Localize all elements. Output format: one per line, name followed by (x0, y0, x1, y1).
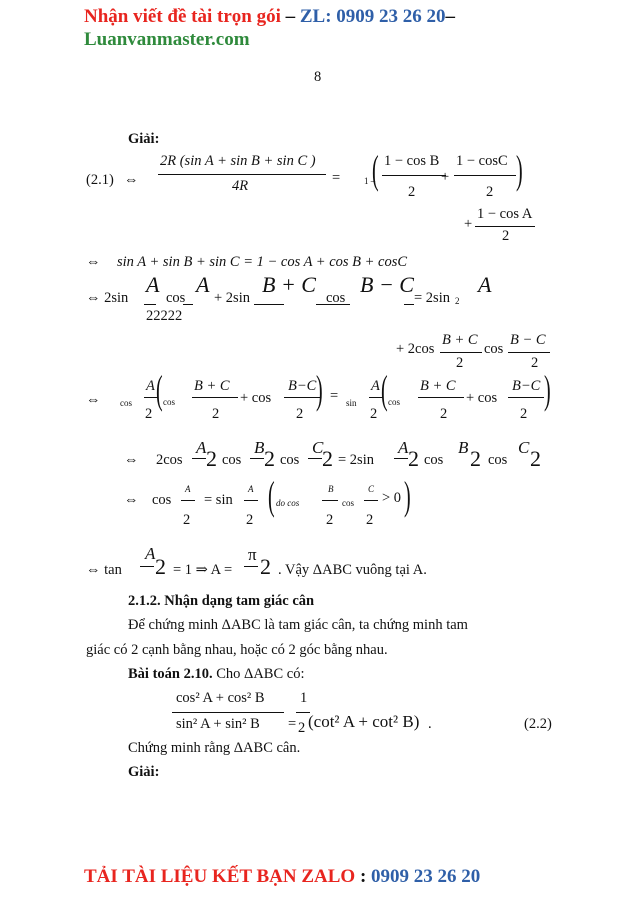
eq5-BC-den: 2 (212, 406, 220, 422)
eq5-r-A: A (371, 378, 380, 394)
eq5-BmC-num: B−C (288, 378, 317, 394)
eq9-numerator: cos² A + cos² B (176, 690, 265, 706)
eq6-r2c: 2 (530, 446, 541, 471)
eq6-2c: 2 (322, 446, 333, 471)
eq5-sin-small: sin (346, 398, 357, 408)
eq4-num1: B + C (442, 332, 478, 348)
eq1-denominator: 4R (232, 178, 249, 194)
eq5-r-BC-den: 2 (440, 406, 448, 422)
eq9-equals: = (288, 716, 297, 732)
eq1-term2-den: 2 (486, 184, 494, 200)
eq6-bar-b (250, 458, 264, 459)
eq4-den2: 2 (531, 355, 539, 371)
eq3-BC: B + C (262, 272, 316, 297)
eq5-r-A-den: 2 (370, 406, 378, 422)
header-service-text: Nhận viết đề tài trọn gói (84, 6, 281, 27)
eq1-one-minus: 1 – (364, 176, 376, 186)
eq5-left-paren: ( (156, 367, 163, 412)
eq3-A1: A (146, 272, 160, 297)
eq4-plus2cos: + 2cos (396, 341, 435, 357)
problem-label: Bài toán 2.10. (128, 666, 213, 682)
eq1-numerator: 2R (sin A + sin B + sin C ) (160, 153, 316, 169)
eq5-BmC-bar (284, 397, 320, 398)
eq1-left-paren: ( (372, 147, 379, 192)
eq5-r-BC-num: B + C (420, 378, 456, 394)
eq2-equiv: ⇔ (86, 254, 101, 270)
solution-label-2: Giải: (128, 764, 160, 780)
eq1-cont-num: 1 − cos A (477, 206, 533, 222)
eq6-rcos2: cos (488, 452, 508, 468)
eq7-docos: do cos (276, 498, 300, 508)
eq7-cos-small: cos (342, 498, 354, 508)
eq5-r-BmC-bar (508, 397, 544, 398)
eq6-cos2: cos (280, 452, 300, 468)
eq7-B: B (328, 484, 334, 494)
eq3-denoms: 22222 (146, 308, 183, 324)
eq6-bar-ra (394, 458, 408, 459)
problem-statement (128, 666, 305, 683)
eq6-rA: A (398, 438, 409, 457)
eq1-term2-num: 1 − cosC (456, 153, 508, 169)
eq7-equiv: ⇔ (124, 492, 139, 508)
paragraph-line-2: giác có 2 cạnh bằng nhau, hoặc có 2 góc bằng nhau. (86, 642, 388, 658)
eq9-dot: . (428, 716, 432, 732)
eq3-sup2: 2 (455, 296, 460, 306)
eq7-gt0: > 0 (382, 490, 402, 506)
equation-label-2-1: (2.1) (86, 172, 114, 188)
eq3-A3: A (478, 272, 492, 297)
eq7-C-den: 2 (366, 512, 374, 528)
eq3-bar2 (183, 304, 193, 305)
header-line-1 (84, 6, 455, 28)
eq3-BmC: B − C (360, 272, 414, 297)
eq8-tail: . Vậy ΔABC vuông tại A. (278, 562, 427, 578)
eq6-rB: B (458, 438, 469, 457)
eq7-rA: A (248, 484, 254, 494)
solution-label: Giải: (128, 131, 160, 147)
prove-statement: Chứng minh rằng ΔABC cân. (128, 740, 301, 756)
eq9-denominator: sin² A + sin² B (176, 716, 260, 732)
eq5-r-right-paren: ) (544, 367, 551, 412)
eq3-bar1 (144, 304, 156, 305)
eq7-A-bar (181, 500, 195, 501)
eq7-right-paren: ) (404, 473, 411, 518)
eq7-cos: cos (152, 492, 172, 508)
eq8-A: A (145, 544, 156, 563)
eq1-right-paren: ) (516, 147, 523, 192)
eq5-r-pluscos: + cos (466, 390, 498, 406)
header-dash: – (280, 6, 300, 27)
eq1-fraction-bar (158, 174, 326, 175)
eq5-r-left-paren: ( (381, 367, 388, 412)
eq9-one: 1 (300, 690, 308, 706)
eq7-A-den: 2 (183, 512, 191, 528)
eq1-cont-plus: + (464, 216, 473, 232)
eq8-bar2 (244, 566, 258, 567)
eq3-left: ⇔ 2sin (86, 290, 129, 306)
eq7-C-bar (364, 500, 378, 501)
problem-text: Cho ΔABC có: (212, 666, 305, 682)
eq5-right-paren: ) (316, 367, 323, 412)
footer-separator: : (355, 866, 372, 887)
eq3-A2: A (196, 272, 210, 297)
eq1-plus: + (441, 169, 450, 185)
eq7-rA-bar (244, 500, 258, 501)
eq6-r2b: 2 (470, 446, 481, 471)
eq7-A: A (185, 484, 191, 494)
eq4-num2: B − C (510, 332, 546, 348)
eq5-A: A (146, 378, 155, 394)
eq3-cos: cos (166, 290, 186, 306)
eq5-BmC-den: 2 (296, 406, 304, 422)
eq8-2: 2 (155, 554, 166, 579)
eq6-eq2sin: = 2sin (338, 452, 374, 468)
eq6-C: C (312, 438, 324, 457)
eq6-2cos: 2cos (156, 452, 183, 468)
eq6-equiv: ⇔ (124, 452, 139, 468)
eq3-plus2sin: + 2sin (214, 290, 250, 306)
eq7-eqsin: = sin (204, 492, 233, 508)
eq8-mid: = 1 ⇒ A = (173, 562, 233, 578)
eq1-equals: = (332, 170, 341, 186)
eq6-bar-a (192, 458, 206, 459)
eq5-r-BC-bar (418, 397, 464, 398)
eq5-BC-num: B + C (194, 378, 230, 394)
eq6-B: B (254, 438, 265, 457)
eq1-term2-bar (454, 175, 516, 176)
eq3-eq2sin: = 2sin (414, 290, 450, 306)
eq8-bar (140, 566, 154, 567)
eq5-equiv: ⇔ (86, 392, 101, 408)
equation-label-2-2: (2.2) (524, 716, 552, 732)
eq1-cont-bar (475, 226, 535, 227)
header-website: Luanvanmaster.com (84, 29, 250, 50)
eq2-text: sin A + sin B + sin C = 1 − cos A + cos B + cosC (117, 254, 408, 270)
eq5-r-BmC-den: 2 (520, 406, 528, 422)
eq5-cos-small2: cos (163, 397, 175, 407)
eq5-equals: = (330, 388, 339, 404)
eq3-bar3 (254, 304, 284, 305)
eq6-r2a: 2 (408, 446, 419, 471)
eq6-cos1: cos (222, 452, 242, 468)
eq9-rhs: (cot² A + cot² B) (308, 712, 420, 731)
eq5-A-den: 2 (145, 406, 153, 422)
header-dash-end: – (445, 6, 456, 27)
header-zalo-phone: ZL: 0909 23 26 20 (299, 6, 446, 27)
eq6-2a: 2 (206, 446, 217, 471)
eq7-B-bar (322, 500, 338, 501)
eq4-den1: 2 (456, 355, 464, 371)
equiv-symbol: ⇔ (124, 172, 139, 188)
eq8-pi: π (248, 545, 257, 564)
eq7-B-den: 2 (326, 512, 334, 528)
eq5-r-BmC-num: B−C (512, 378, 541, 394)
eq6-rcos: cos (424, 452, 444, 468)
footer-banner (84, 866, 480, 888)
eq8-tan: ⇔ tan (86, 562, 122, 578)
footer-cta-text: TẢI TÀI LIỆU KẾT BẠN ZALO (84, 866, 356, 887)
eq3-cos2: cos (326, 290, 346, 306)
paragraph-line-1: Để chứng minh ΔABC là tam giác cân, ta chứng minh tam (128, 617, 468, 633)
eq9-two: 2 (298, 720, 306, 736)
eq1-cont-den: 2 (502, 228, 510, 244)
eq5-pluscos: + cos (240, 390, 272, 406)
eq9-bar (172, 712, 284, 713)
eq1-term1-num: 1 − cos B (384, 153, 440, 169)
eq6-rC: C (518, 438, 530, 457)
eq7-rA-den: 2 (246, 512, 254, 528)
eq1-term1-den: 2 (408, 184, 416, 200)
eq6-2b: 2 (264, 446, 275, 471)
eq8-2b: 2 (260, 554, 271, 579)
eq1-term1-bar (382, 175, 446, 176)
footer-phone: 0909 23 26 20 (371, 866, 481, 887)
eq7-left-paren: ( (268, 473, 275, 518)
eq5-cos-small: cos (120, 398, 132, 408)
eq3-bar6 (404, 304, 414, 305)
eq5-BC-bar (192, 397, 238, 398)
eq4-bar2 (508, 352, 550, 353)
eq6-bar-c (308, 458, 322, 459)
subsection-title: 2.1.2. Nhận dạng tam giác cân (128, 593, 315, 609)
eq5-r-cos-small: cos (388, 397, 400, 407)
eq7-C: C (368, 484, 375, 494)
eq6-A: A (196, 438, 207, 457)
page-number: 8 (314, 69, 322, 85)
eq4-cos: cos (484, 341, 504, 357)
eq3-bar5 (316, 304, 350, 305)
eq4-bar1 (440, 352, 482, 353)
